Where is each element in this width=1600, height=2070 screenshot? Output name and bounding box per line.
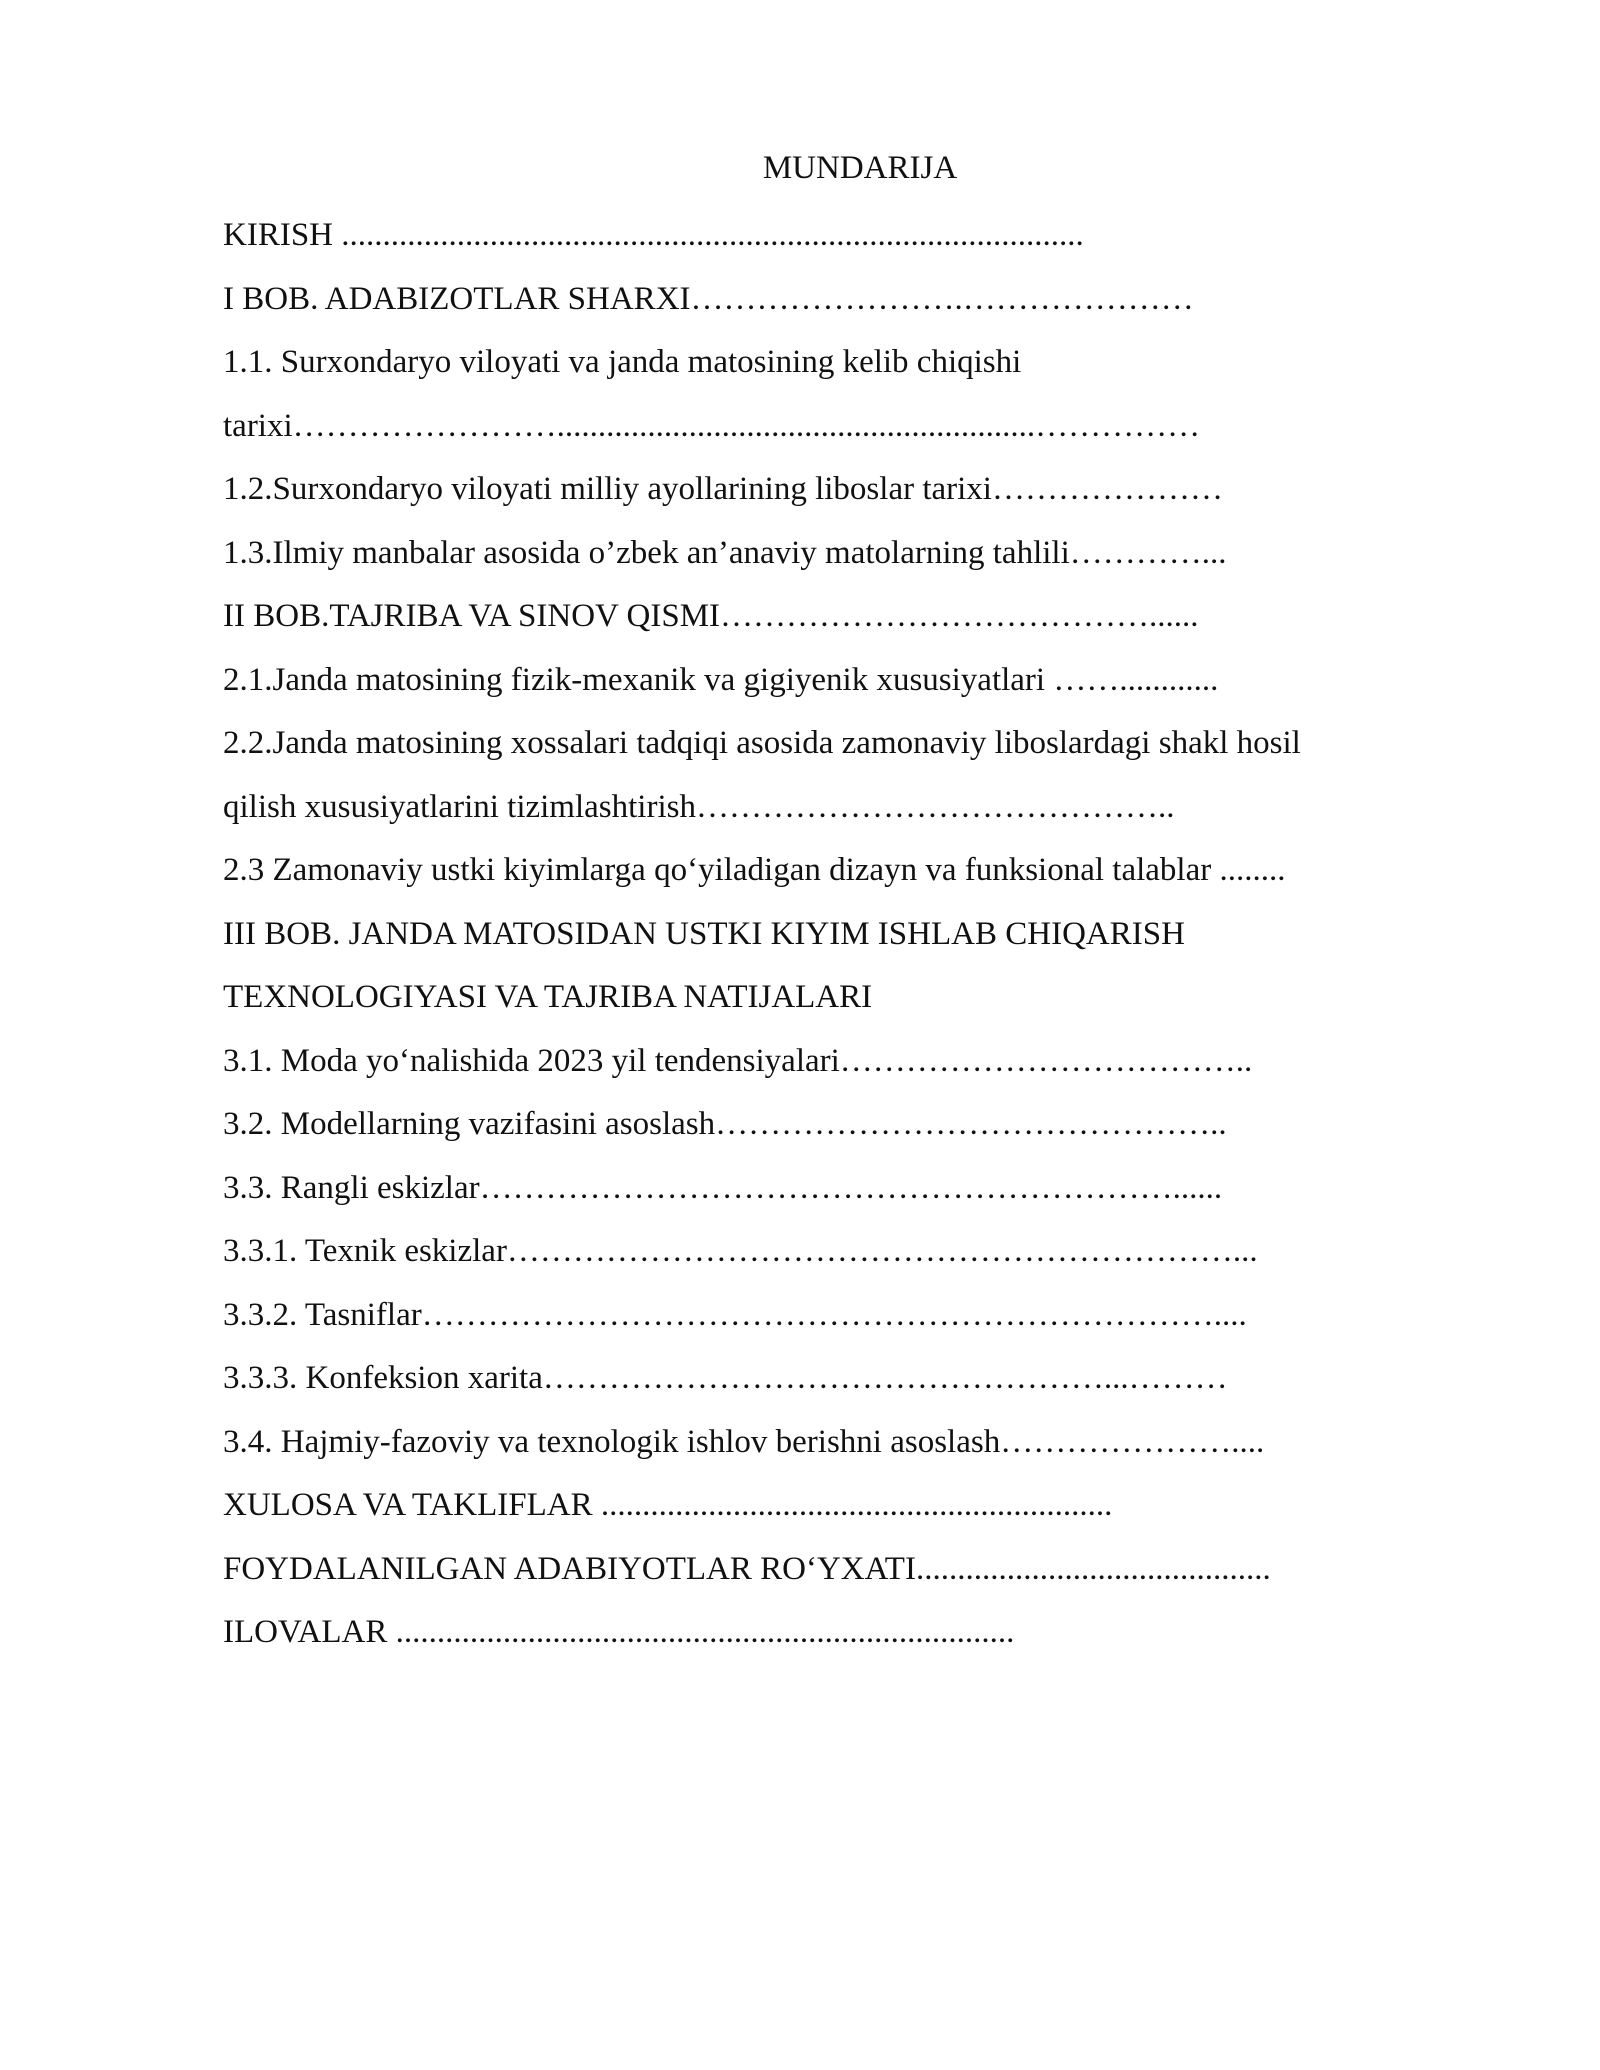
toc-entry-3-3-3: 3.3.3. Konfeksion xarita……………………………………………...……… bbox=[223, 1360, 1228, 1396]
toc-entry-2-2-continued: qilish xususiyatlarini tizimlashtirish…………………………………….. bbox=[223, 788, 1175, 825]
table-of-contents bbox=[223, 208, 1453, 1669]
toc-entry-1-3: 1.3.Ilmiy manbalar asosida o’zbek an’anaviy matolarning tahlili…………... bbox=[223, 534, 1227, 571]
toc-entry-appendices: ILOVALAR ........................................................................... bbox=[223, 1614, 1015, 1650]
toc-entry-3-3-1: 3.3.1. Texnik eskizlar…………………………………………………………... bbox=[223, 1233, 1258, 1269]
toc-entry-3-3: 3.3. Rangli eskizlar………………………………………………………...... bbox=[223, 1169, 1223, 1206]
toc-entry-3-2: 3.2. Modellarning vazifasini asoslash……………………………………….. bbox=[223, 1106, 1227, 1142]
toc-entry-kirish: KIRISH .......................................................................................... bbox=[223, 217, 1084, 253]
toc-entry-2-3: 2.3 Zamonaviy ustki kiyimlarga qo‘yiladigan dizayn va funksional talablar ........ bbox=[223, 852, 1286, 888]
toc-entry-chapter-1: I BOB. ADABIZOTLAR SHARXI…………………….………………… bbox=[223, 280, 1194, 317]
toc-entry-1-1: 1.1. Surxondaryo viloyati va janda matosining kelib chiqishi bbox=[223, 344, 1022, 380]
toc-entry-chapter-2: II BOB.TAJRIBA VA SINOV QISMI…………………………………...... bbox=[223, 598, 1199, 634]
toc-entry-chapter-3: III BOB. JANDA MATOSIDAN USTKI KIYIM ISHLAB CHIQARISH bbox=[223, 915, 1185, 952]
toc-entry-references: FOYDALANILGAN ADABIYOTLAR RO‘YXATI........................................... bbox=[223, 1550, 1271, 1587]
toc-entry-2-2: 2.2.Janda matosining xossalari tadqiqi asosida zamonaviy liboslardagi shakl hosil bbox=[223, 725, 1301, 761]
page-title: MUNDARIJA bbox=[762, 150, 958, 186]
toc-entry-chapter-3-continued: TEXNOLOGIYASI VA TAJRIBA NATIJALARI bbox=[223, 979, 873, 1015]
toc-entry-conclusions: XULOSA VA TAKLIFLAR .............................................................. bbox=[223, 1487, 1113, 1523]
toc-entry-1-1-continued: tarixi……………………..........................................................…………… bbox=[223, 407, 1201, 444]
toc-entry-1-2: 1.2.Surxondaryo viloyati milliy ayollarining liboslar tarixi………………… bbox=[223, 471, 1223, 507]
toc-entry-3-3-2: 3.3.2. Tasniflar……………………………………………………………….... bbox=[223, 1296, 1247, 1333]
toc-entry-3-1: 3.1. Moda yo‘nalishida 2023 yil tendensiyalari……………………………….. bbox=[223, 1042, 1253, 1079]
toc-entry-3-4: 3.4. Hajmiy-fazoviy va texnologik ishlov berishni asoslash………………….... bbox=[223, 1423, 1265, 1460]
toc-entry-2-1: 2.1.Janda matosining fizik-mexanik va gigiyenik xususiyatlari ……............ bbox=[223, 661, 1219, 698]
